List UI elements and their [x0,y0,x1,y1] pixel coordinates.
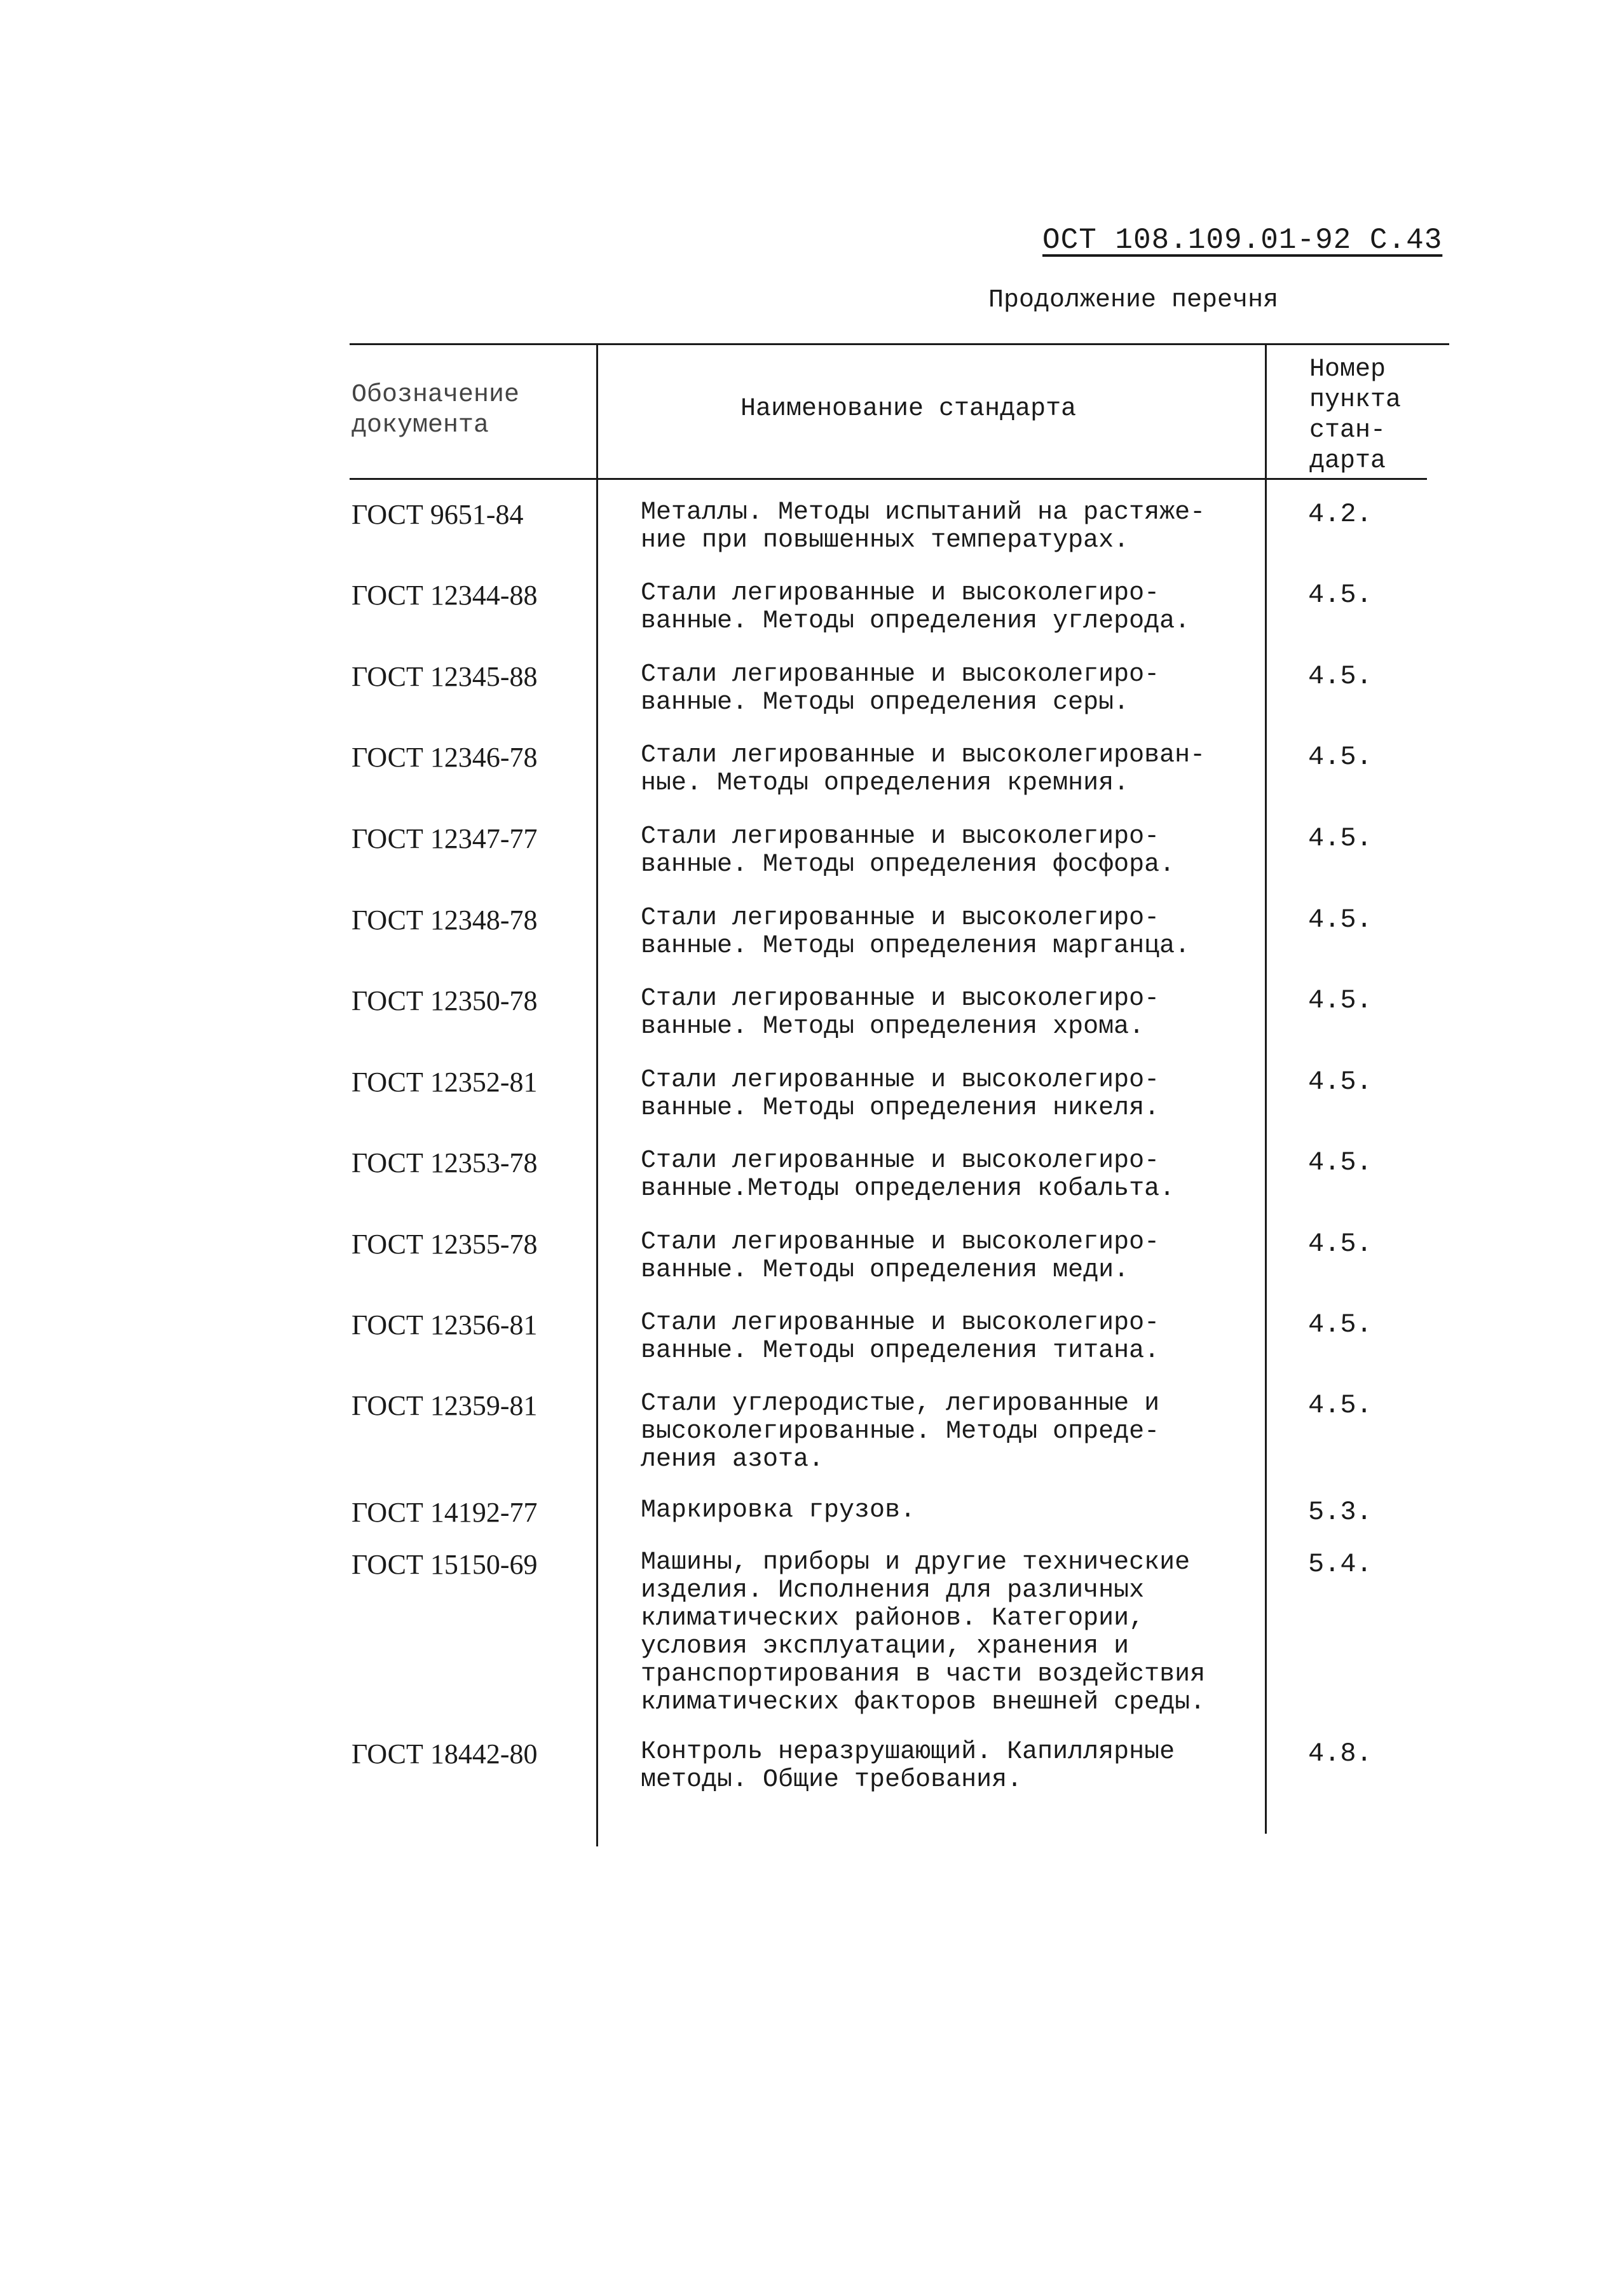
row-document-code: ГОСТ 12350-78 [351,985,538,1016]
row-clause-number: 5.3. [1308,1497,1372,1527]
row-standard-name: Стали легированные и высоколегиро- ванные. Методы определения никеля. [641,1066,1160,1122]
row-clause-number: 4.5. [1308,823,1372,854]
row-standard-name: Стали легированные и высоколегиро- ванные. Методы определения углерода. [641,579,1191,636]
header-clause-number: Номер пункта стан-дарта [1309,355,1402,475]
table-top-rule [350,343,1449,345]
row-document-code: ГОСТ 18442-80 [351,1738,538,1770]
row-clause-number: 4.2. [1308,499,1372,529]
row-document-code: ГОСТ 12348-78 [351,904,538,936]
row-clause-number: 4.5. [1308,985,1372,1016]
row-document-code: ГОСТ 12345-88 [351,661,538,692]
row-standard-name: Маркировка грузов. [641,1496,916,1525]
row-document-code: ГОСТ 12347-77 [351,823,538,854]
row-document-code: ГОСТ 12355-78 [351,1229,538,1260]
row-document-code: ГОСТ 12352-81 [351,1067,538,1098]
row-clause-number: 5.4. [1308,1549,1372,1579]
row-clause-number: 4.5. [1308,1390,1372,1421]
row-clause-number: 4.8. [1308,1738,1372,1769]
row-standard-name: Контроль неразрушающий. Капиллярные методы. Общие требования. [641,1738,1175,1794]
row-standard-name: Стали легированные и высоколегиро- ванные. Методы определения марганца. [641,904,1191,960]
row-standard-name: Металлы. Методы испытаний на растяже- ние при повышенных температурах. [641,498,1206,555]
row-standard-name: Машины, приборы и другие технические изделия. Исполнения для различных климатических районов. Категории, условия эксплуатации, хранения и транспортирования в части воздействия климатических факторов внешней среды. [641,1548,1206,1717]
row-document-code: ГОСТ 12359-81 [351,1390,538,1421]
row-standard-name: Стали легированные и высоколегиро- ванные. Методы определения серы. [641,660,1160,717]
row-clause-number: 4.5. [1308,904,1372,935]
row-standard-name: Стали легированные и высоколегиро- ванные.Методы определения кобальта. [641,1147,1175,1203]
row-clause-number: 4.5. [1308,1229,1372,1259]
row-clause-number: 4.5. [1308,1067,1372,1097]
row-document-code: ГОСТ 14192-77 [351,1497,538,1528]
row-standard-name: Стали легированные и высоколегиро- ванные. Методы определения хрома. [641,985,1160,1041]
row-standard-name: Стали легированные и высоколегирован- ные. Методы определения кремния. [641,741,1206,798]
header-standard-name: Наименование стандарта [740,395,1077,423]
row-standard-name: Стали углеродистые, легированные и высоколегированные. Методы опреде- ления азота. [641,1389,1160,1474]
row-document-code: ГОСТ 9651-84 [351,499,524,530]
row-document-code: ГОСТ 12344-88 [351,580,538,611]
row-clause-number: 4.5. [1308,1147,1372,1178]
row-document-code: ГОСТ 12346-78 [351,742,538,773]
row-clause-number: 4.5. [1308,1309,1372,1340]
row-clause-number: 4.5. [1308,661,1372,692]
row-standard-name: Стали легированные и высоколегиро- ванные. Методы определения титана. [641,1309,1160,1365]
row-document-code: ГОСТ 12353-78 [351,1147,538,1178]
row-document-code: ГОСТ 15150-69 [351,1549,538,1580]
document-code-header: ОСТ 108.109.01-92 С.43 [1042,224,1443,257]
continuation-note: Продолжение перечня [988,286,1279,315]
table-column-divider-1 [596,343,598,1846]
row-clause-number: 4.5. [1308,580,1372,610]
row-document-code: ГОСТ 12356-81 [351,1309,538,1340]
row-clause-number: 4.5. [1308,742,1372,772]
row-standard-name: Стали легированные и высоколегиро- ванные. Методы определения меди. [641,1228,1160,1285]
row-standard-name: Стали легированные и высоколегиро- ванные. Методы определения фосфора. [641,822,1175,879]
header-document-designation: Обозначение документа [351,381,520,440]
